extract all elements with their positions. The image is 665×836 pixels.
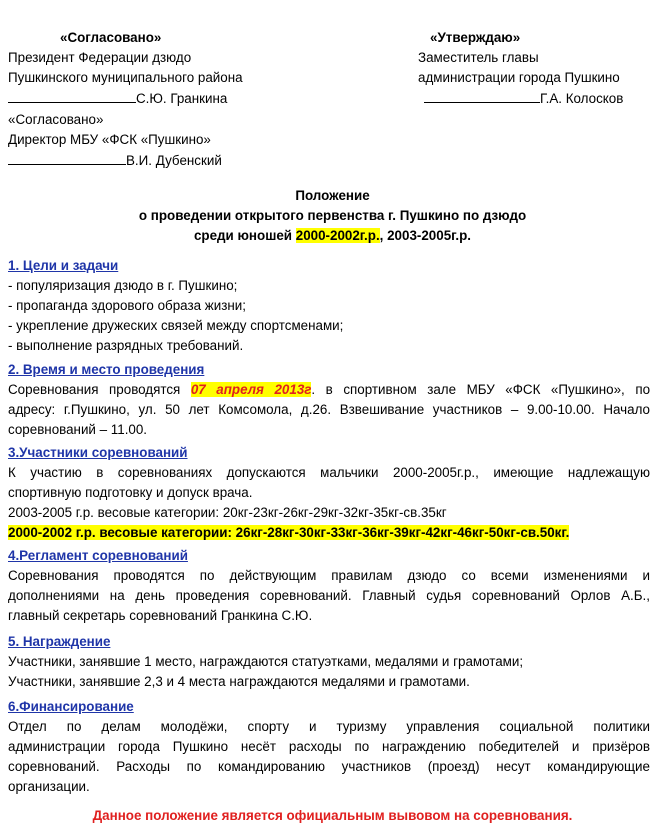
section-2-heading: 2. Время и место проведения [8, 362, 205, 377]
list-item: - укрепление дружеских связей между спортсменами; [8, 318, 344, 333]
left-position-1: Президент Федерации дзюдо [8, 50, 192, 65]
signature-line [8, 150, 126, 165]
paragraph-line: Участники, занявшие 2,3 и 4 места награждаются медалями и грамотами. [8, 674, 470, 689]
left-position-2: Пушкинского муниципального района [8, 70, 243, 85]
section-6-heading: 6.Финансирование [8, 699, 134, 714]
paragraph-line: дополнениями на день проведения соревнований. Главный судья соревнований Орлов А.Б., [8, 588, 650, 603]
weight-categories-highlight: 2000-2002 г.р. весовые категории: 26кг-28кг-30кг-33кг-36кг-39кг-42кг-46кг-50кг-св.50кг. [8, 525, 570, 540]
title-pre: среди юношей [193, 228, 296, 243]
list-item: - пропаганда здорового образа жизни; [8, 298, 246, 313]
section-2-body [8, 380, 650, 440]
title-post: , 2003-2005г.р. [379, 228, 472, 243]
event-date: 07 апреля 2013г [190, 382, 312, 397]
paragraph-line [8, 380, 650, 400]
section-1-heading: 1. Цели и задачи [8, 258, 119, 273]
text-run: Соревнования проводятся [8, 382, 191, 397]
left-signature-2 [8, 150, 222, 171]
footer-note: Данное положение является официальным вывовом на соревнования. [92, 808, 573, 823]
left-agreed-heading: «Согласовано» [60, 30, 162, 45]
left-signature-1 [8, 88, 227, 109]
left-signer-2: В.И. Дубенский [126, 153, 222, 168]
right-position-2: администрации города Пушкино [418, 70, 620, 85]
section-3-heading: 3.Участники соревнований [8, 445, 188, 460]
left-position-3: Директор МБУ «ФСК «Пушкино» [8, 132, 211, 147]
paragraph-line: организации. [8, 779, 90, 794]
paragraph-line: администрации города Пушкино несёт расходы по награждению победителей и призёров [8, 739, 650, 754]
signature-line [8, 88, 136, 103]
list-item: - популяризация дзюдо в г. Пушкино; [8, 278, 238, 293]
left-agreed-heading-2: «Согласовано» [8, 112, 104, 127]
paragraph-line: 2003-2005 г.р. весовые категории: 20кг-23кг-26кг-29кг-32кг-35кг-св.35кг [8, 505, 447, 520]
section-6-body [8, 717, 650, 797]
document-subtitle-2 [0, 226, 665, 246]
right-signature [424, 88, 623, 109]
document-title: Положение [295, 188, 370, 203]
paragraph-line: адресу: г.Пушкино, ул. 50 лет Комсомола, д.26. Взвешивание участников – 9.00-10.00. Начало [8, 402, 650, 417]
paragraph-line: Участники, занявшие 1 место, награждаются статуэтками, медалями и грамотами; [8, 654, 524, 669]
paragraph-line: Соревнования проводятся по действующим правилам дзюдо со всеми изменениями и [8, 568, 650, 583]
right-signer: Г.А. Колосков [540, 91, 624, 106]
paragraph-line: главный секретарь соревнований Гранкина С.Ю. [8, 608, 313, 623]
paragraph-line: Отдел по делам молодёжи, спорту и туризму управления социальной политики [8, 719, 650, 734]
section-4-body [8, 566, 650, 626]
section-5-heading: 5. Награждение [8, 634, 111, 649]
title-highlight-years: 2000-2002г.р. [295, 228, 380, 243]
document-subtitle: о проведении открытого первенства г. Пушкино по дзюдо [138, 208, 527, 223]
paragraph-line: К участию в соревнованиях допускаются мальчики 2000-2005г.р., имеющие надлежащую [8, 465, 650, 480]
section-4-heading: 4.Регламент соревнований [8, 548, 188, 563]
paragraph-line: соревнований. Расходы по командированию участников (проезд) несут командирующие [8, 759, 650, 774]
paragraph-line: соревнований – 11.00. [8, 422, 148, 437]
section-3-body [8, 463, 650, 543]
list-item: - выполнение разрядных требований. [8, 338, 244, 353]
signature-line [424, 88, 540, 103]
right-approve-heading: «Утверждаю» [430, 30, 521, 45]
text-run: . в спортивном зале МБУ «ФСК «Пушкино», по [311, 382, 651, 397]
right-position-1: Заместитель главы [418, 50, 539, 65]
left-signer-1: С.Ю. Гранкина [136, 91, 228, 106]
paragraph-line: спортивную подготовку и допуск врача. [8, 485, 253, 500]
